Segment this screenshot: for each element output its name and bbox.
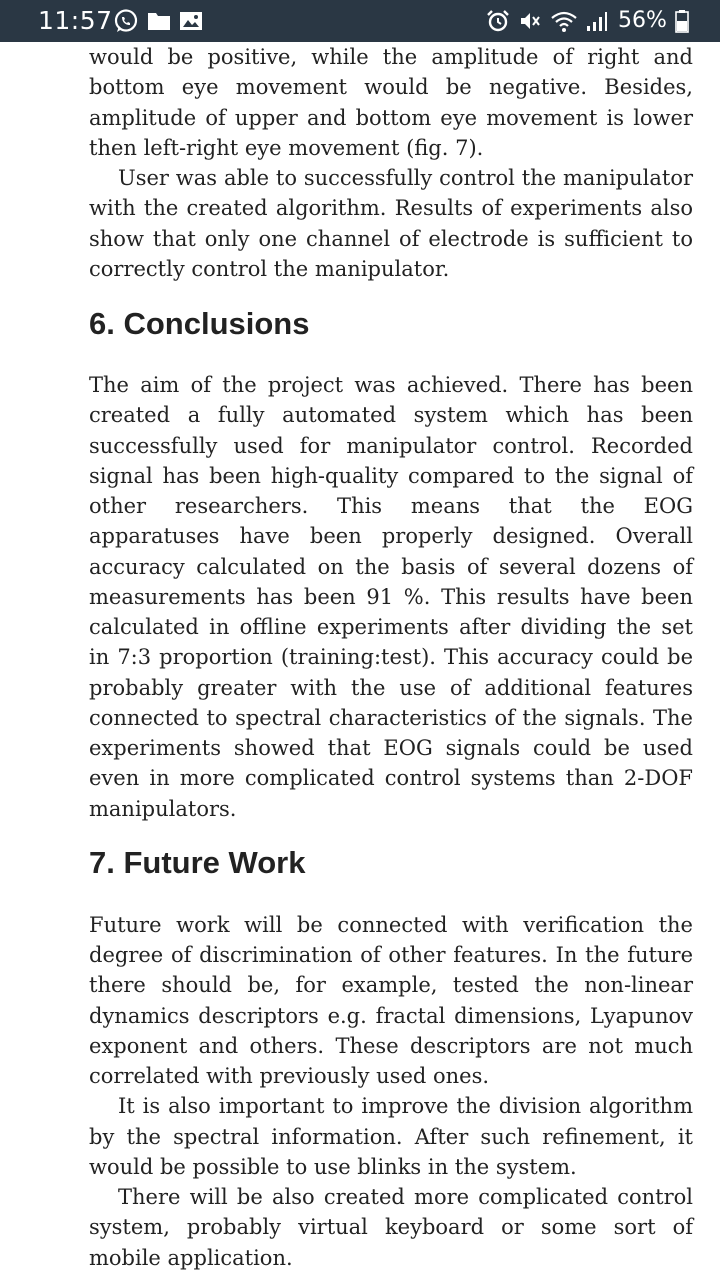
status-bar [0,0,720,42]
paragraph: would be positive, while the amplitude of right and bottom eye movement would be negative. Besides, amplitude of upper and bottom eye movement is lower then left-right eye movement (fig. 7). [89,45,693,160]
paragraph: There will be also created more complicated control system, probably virtual keyboard or some sort of mobile application. [89,1185,693,1270]
paragraph: User was able to successfully control the manipulator with the created algorithm. Results of experiments also show that only one channel of electrode is sufficient to correctly control the manipulator. [89,166,693,281]
document-page[interactable] [0,42,720,1280]
paragraph: Future work will be connected with verification the degree of discrimination of other features. In the future there should be, for example, tested the non-linear dynamics descriptors e.g. fractal dimensions, Lyapunov exponent and others. These descriptors are not much correlated with previously used ones. [89,912,693,1088]
battery-icon [675,9,689,33]
system-icons [486,8,689,34]
whatsapp-icon [113,8,139,34]
signal-icon [586,10,608,32]
clock: 11:57 [38,6,113,35]
battery-percentage: 56% [618,8,667,33]
mute-icon [518,9,542,33]
section-heading-future-work: 7. Future Work [89,844,306,880]
paragraph: It is also important to improve the division algorithm by the spectral information. After such refinement, it would be possible to use blinks in the system. [89,1094,693,1179]
wifi-icon [550,9,578,33]
section-heading-conclusions: 6. Conclusions [89,306,310,341]
notification-icons [113,8,203,34]
alarm-icon [486,9,510,33]
gallery-icon [179,10,203,32]
folder-icon [147,10,171,32]
paragraph: The aim of the project was achieved. There has been created a fully automated system which has been successfully used for manipulator control. Recorded signal has been high-quality compared to the signal of other researchers. This means that the EOG apparatuses have been properly designed. Overall accuracy calculated on the basis of several dozens of measurements has been 91 %. This results have been calculated in offline experiments after dividing the set in 7:3 proportion (training:test). This accuracy could be probably greater with the use of additional features connected to spectral characteristics of the signals. The experiments showed that EOG signals could be used even in more complicated control systems than 2-DOF manipulators. [89,373,693,821]
document-content [89,42,693,1273]
